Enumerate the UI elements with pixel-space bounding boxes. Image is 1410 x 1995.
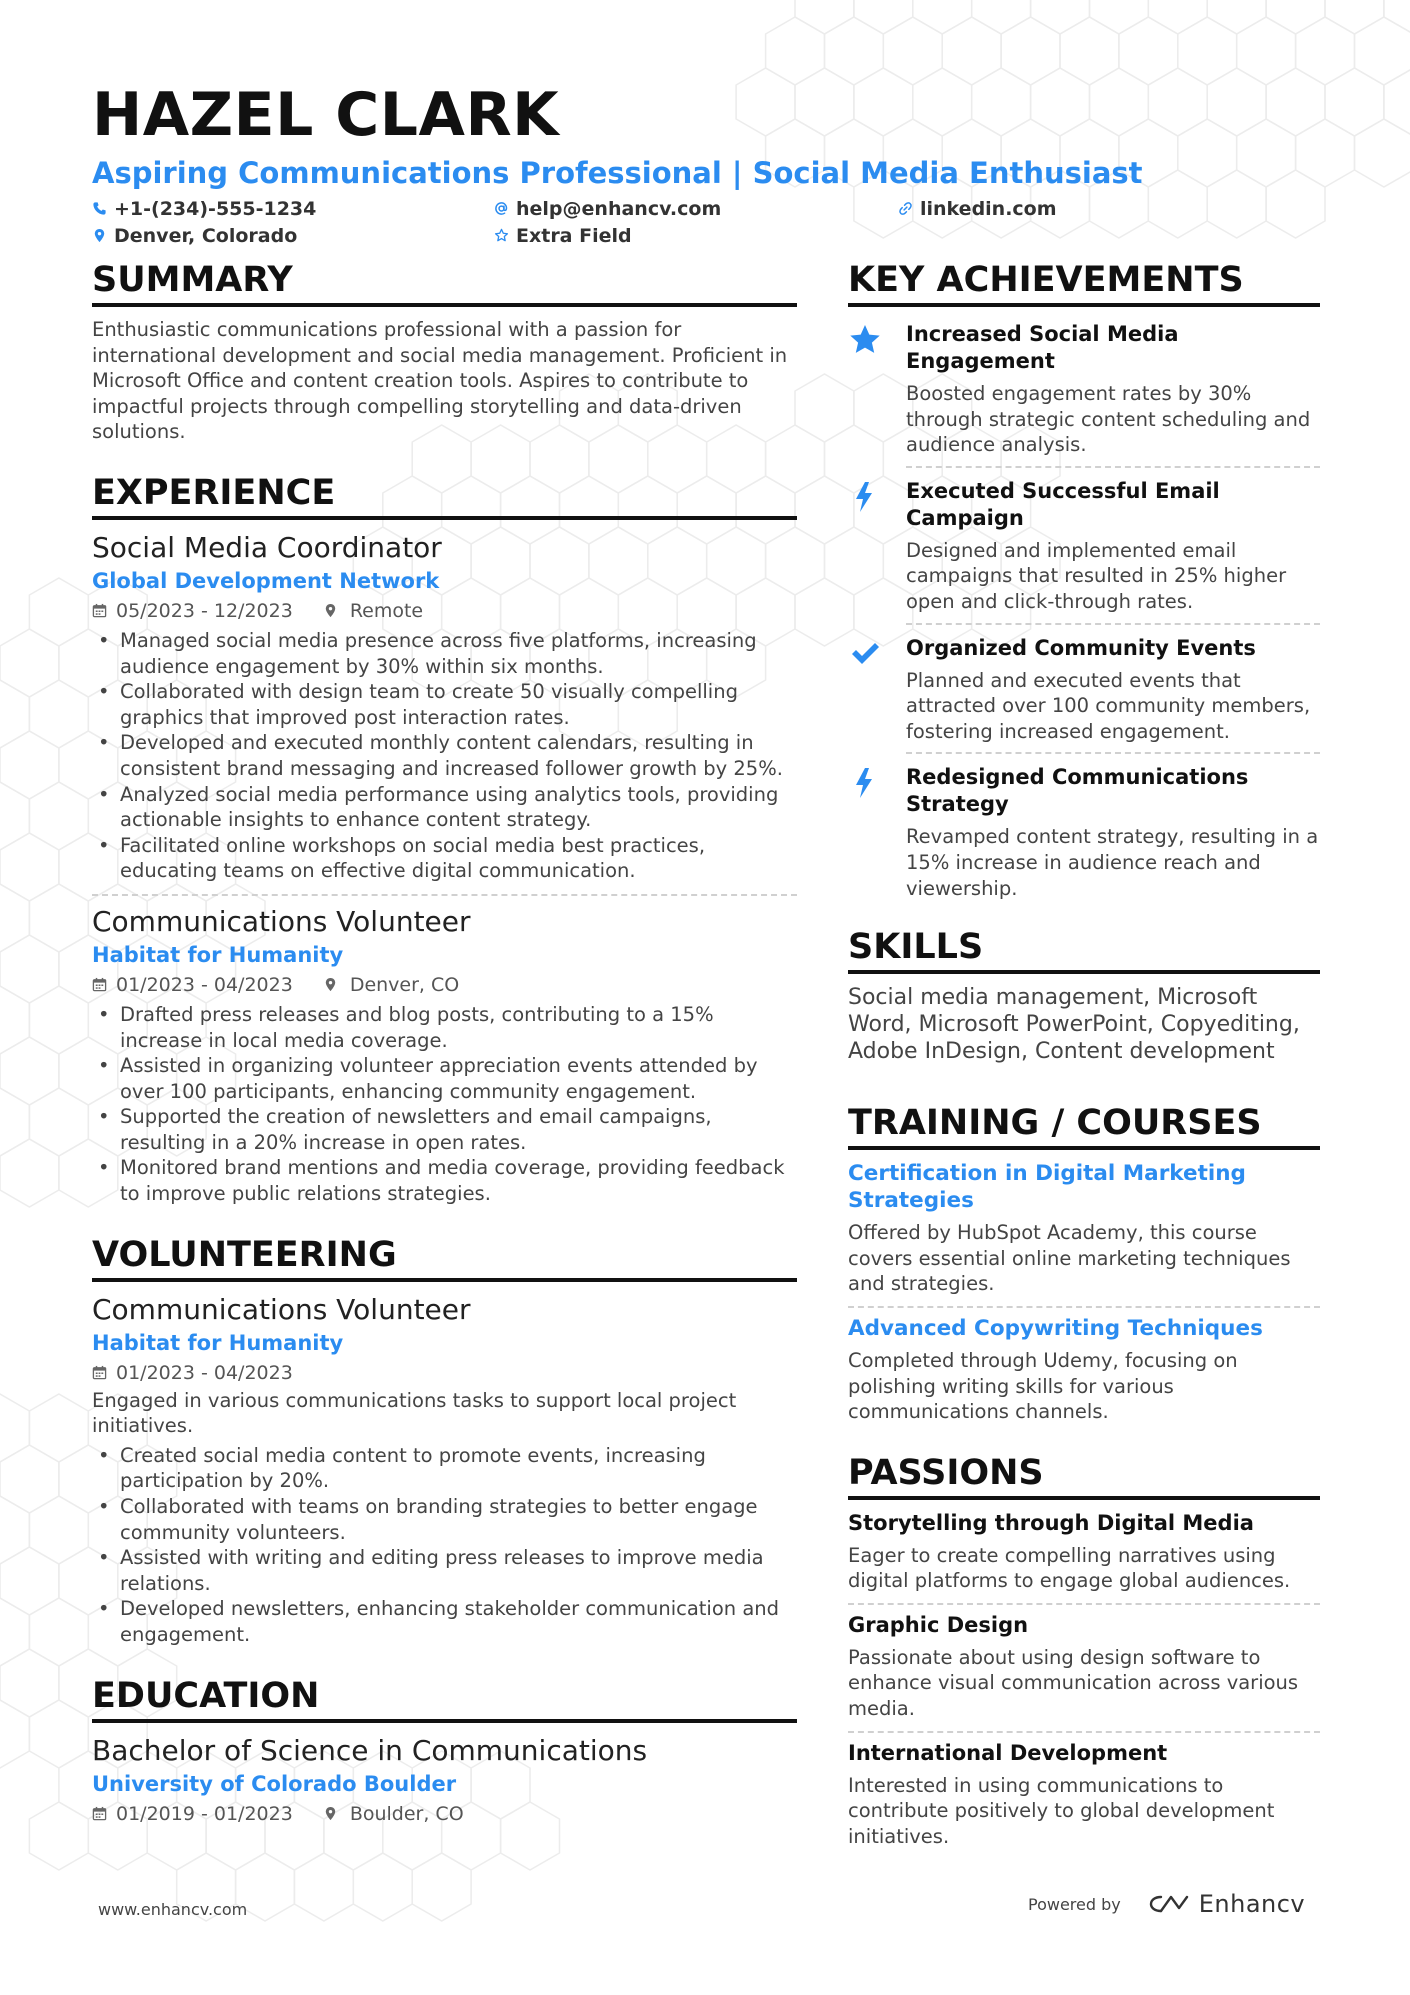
- bullet-item: • Collaborated with design team to create 50 visually compelling graphics that improved post interaction rates.: [92, 679, 797, 730]
- passion-divider: [848, 1731, 1320, 1733]
- achievement-desc: Boosted engagement rates by 30% through strategic content scheduling and audience analysis.: [906, 382, 1311, 457]
- volunteer-org: Habitat for Humanity: [92, 1330, 344, 1355]
- achievement-desc: Revamped content strategy, resulting in a 15% increase in audience reach and viewership.: [906, 825, 1319, 900]
- volunteer-description: Engaged in various communications tasks to support local project initiatives.: [92, 1388, 737, 1438]
- bullet-item: • Assisted with writing and editing press releases to improve media relations.: [92, 1545, 797, 1596]
- email-text: help@enhancv.com: [516, 197, 722, 220]
- contact-info: [92, 195, 1322, 249]
- achievement-item: [848, 317, 1320, 458]
- job-dates: 01/2023 - 04/2023: [116, 973, 293, 996]
- achievement-item: [848, 474, 1320, 615]
- passion-item: [848, 1510, 1320, 1594]
- summary-text: Enthusiastic communications professional with a passion for international development and social media management. Proficient in Microsoft Office and content creation tools. Aspires to contribute to impactful projects through compelling storytelling and data-driven solutions.: [92, 318, 788, 444]
- experience-entry: [92, 904, 797, 1207]
- map-pin-icon: [92, 228, 107, 243]
- education-meta: [92, 1799, 797, 1829]
- skills-text: Social media management, Microsoft Word, Microsoft PowerPoint, Copyediting, Adobe InDesign, Content development: [848, 985, 1300, 1065]
- job-dates: 05/2023 - 12/2023: [116, 599, 293, 622]
- passions-section: [848, 1451, 1320, 1850]
- course-title: Advanced Copywriting Techniques: [848, 1315, 1263, 1341]
- star-icon: [848, 323, 882, 357]
- volunteering-heading: VOLUNTEERING: [92, 1233, 797, 1282]
- degree: Bachelor of Science in Communications: [92, 1733, 648, 1767]
- achievement-divider: [906, 752, 1320, 754]
- bullet-item: • Drafted press releases and blog posts, contributing to a 15% increase in local media coverage.: [92, 1002, 797, 1053]
- achievement-title: Organized Community Events: [906, 635, 1256, 660]
- passion-desc: Passionate about using design software to enhance visual communication across various media.: [848, 1645, 1299, 1721]
- passion-item: [848, 1740, 1320, 1850]
- powered-by-label: Powered by: [1028, 1894, 1121, 1914]
- volunteer-meta: [92, 1358, 797, 1388]
- location-text: Denver, Colorado: [114, 224, 298, 247]
- school-name: University of Colorado Boulder: [92, 1771, 457, 1796]
- calendar-icon: [92, 1806, 107, 1821]
- achievement-item: [848, 631, 1320, 745]
- entry-divider: [92, 894, 797, 896]
- education-heading: EDUCATION: [92, 1674, 797, 1723]
- map-pin-icon: [323, 977, 338, 992]
- passion-desc: Eager to create compelling narratives using digital platforms to engage global audiences.: [848, 1543, 1291, 1593]
- resume-header: [92, 78, 1322, 249]
- bullet-item: • Collaborated with teams on branding strategies to better engage community volunteers.: [92, 1494, 797, 1545]
- phone-text: +1-(234)-555-1234: [114, 197, 317, 220]
- passions-heading: PASSIONS: [848, 1451, 1320, 1500]
- brand-name: Enhancv: [1198, 1890, 1306, 1918]
- footer-website[interactable]: www.enhancv.com: [98, 1900, 248, 1919]
- achievement-desc: Designed and implemented email campaigns that resulted in 25% higher open and click-through rates.: [906, 538, 1287, 613]
- education-section: [92, 1674, 797, 1829]
- passion-desc: Interested in using communications to contribute positively to global development initiatives.: [848, 1773, 1275, 1848]
- job-location-wrap: [323, 970, 459, 1000]
- linkedin-text: linkedin.com: [920, 197, 1057, 220]
- job-location: Remote: [349, 599, 424, 622]
- job-location-wrap: [323, 596, 423, 626]
- bullet-item: • Monitored brand mentions and media coverage, providing feedback to improve public relations strategies.: [92, 1155, 797, 1206]
- bullet-item: • Facilitated online workshops on social media best practices, educating teams on effective digital communication.: [92, 833, 797, 884]
- course-desc: Offered by HubSpot Academy, this course covers essential online marketing techniques and strategies.: [848, 1221, 1291, 1296]
- lightning-icon: [848, 480, 882, 514]
- job-title: Communications Volunteer: [92, 904, 471, 938]
- course-divider: [848, 1306, 1320, 1308]
- achievement-divider: [906, 466, 1320, 468]
- right-column: [848, 258, 1320, 1875]
- skills-heading: SKILLS: [848, 925, 1320, 974]
- phone-icon: [92, 201, 107, 216]
- education-location-wrap: [323, 1799, 464, 1829]
- passion-title: Storytelling through Digital Media: [848, 1510, 1254, 1535]
- volunteer-dates: 01/2023 - 04/2023: [116, 1361, 293, 1384]
- bullet-item: • Analyzed social media performance using analytics tools, providing actionable insights to enhance content strategy.: [92, 782, 797, 833]
- contact-email[interactable]: [494, 195, 898, 222]
- calendar-icon: [92, 1365, 107, 1380]
- brand-logo: [1147, 1890, 1305, 1918]
- footer-branding[interactable]: [1028, 1890, 1305, 1918]
- contact-location: [92, 222, 494, 249]
- job-bullets: [92, 628, 797, 884]
- course-item: [848, 1160, 1320, 1297]
- experience-heading: EXPERIENCE: [92, 471, 797, 520]
- left-column: [92, 258, 797, 1855]
- bullet-item: • Assisted in organizing volunteer appreciation events attended by over 100 participants, enhancing community engagement.: [92, 1053, 797, 1104]
- calendar-icon: [92, 977, 107, 992]
- job-location: Denver, CO: [349, 973, 460, 996]
- bullet-item: • Created social media content to promote events, increasing participation by 20%.: [92, 1443, 797, 1494]
- experience-entry: [92, 530, 797, 884]
- calendar-icon: [92, 603, 107, 618]
- achievements-heading: KEY ACHIEVEMENTS: [848, 258, 1320, 307]
- job-bullets: [92, 1002, 797, 1207]
- enhancv-logo-icon: [1147, 1892, 1191, 1916]
- achievement-divider: [906, 623, 1320, 625]
- map-pin-icon: [323, 603, 338, 618]
- achievement-title: Increased Social Media Engagement: [906, 322, 1179, 373]
- experience-section: [92, 471, 797, 1207]
- training-heading: TRAINING / COURSES: [848, 1101, 1320, 1150]
- candidate-name: HAZEL CLARK: [92, 80, 560, 150]
- contact-phone[interactable]: [92, 195, 494, 222]
- extra-field-text: Extra Field: [516, 224, 632, 247]
- achievement-title: Redesigned Communications Strategy: [906, 765, 1249, 817]
- achievement-title: Executed Successful Email Campaign: [906, 478, 1220, 530]
- map-pin-icon: [323, 1806, 338, 1821]
- summary-section: [92, 258, 797, 445]
- at-sign-icon: [494, 201, 509, 216]
- training-section: [848, 1101, 1320, 1425]
- passion-divider: [848, 1603, 1320, 1605]
- course-item: [848, 1315, 1320, 1425]
- job-title: Social Media Coordinator: [92, 530, 442, 564]
- bullet-item: • Managed social media presence across five platforms, increasing audience engagement by 30% within six months.: [92, 628, 797, 679]
- star-outline-icon: [494, 228, 509, 243]
- volunteer-role: Communications Volunteer: [92, 1292, 471, 1326]
- lightning-icon: [848, 766, 882, 800]
- course-title: Certification in Digital Marketing Strategies: [848, 1161, 1246, 1214]
- passion-title: International Development: [848, 1740, 1168, 1765]
- passion-item: [848, 1612, 1320, 1722]
- summary-heading: SUMMARY: [92, 258, 797, 307]
- bullet-item: • Developed and executed monthly content calendars, resulting in consistent brand messaging and increased follower growth by 25%.: [92, 730, 797, 781]
- achievement-desc: Planned and executed events that attracted over 100 community members, fostering increased engagement.: [906, 668, 1311, 743]
- candidate-tagline: Aspiring Communications Professional | Social Media Enthusiast: [92, 156, 1143, 190]
- bullet-item: • Supported the creation of newsletters and email campaigns, resulting in a 20% increase in open rates.: [92, 1104, 797, 1155]
- job-meta: [92, 596, 797, 626]
- skills-section: [848, 925, 1320, 1065]
- link-icon: [898, 201, 913, 216]
- volunteering-section: [92, 1233, 797, 1648]
- contact-linkedin[interactable]: [898, 195, 1258, 222]
- checkmark-icon: [848, 637, 882, 671]
- achievement-item: [848, 760, 1320, 901]
- volunteer-bullets: [92, 1443, 797, 1648]
- company-name: Habitat for Humanity: [92, 942, 344, 967]
- education-location: Boulder, CO: [349, 1802, 464, 1825]
- bullet-item: • Developed newsletters, enhancing stakeholder communication and engagement.: [92, 1596, 797, 1647]
- passion-title: Graphic Design: [848, 1612, 1029, 1637]
- contact-extra-field: [494, 222, 898, 249]
- course-desc: Completed through Udemy, focusing on polishing writing skills for various communications channels.: [848, 1348, 1238, 1424]
- achievements-section: [848, 258, 1320, 901]
- company-name: Global Development Network: [92, 568, 440, 593]
- education-dates: 01/2019 - 01/2023: [116, 1802, 293, 1825]
- job-meta: [92, 970, 797, 1000]
